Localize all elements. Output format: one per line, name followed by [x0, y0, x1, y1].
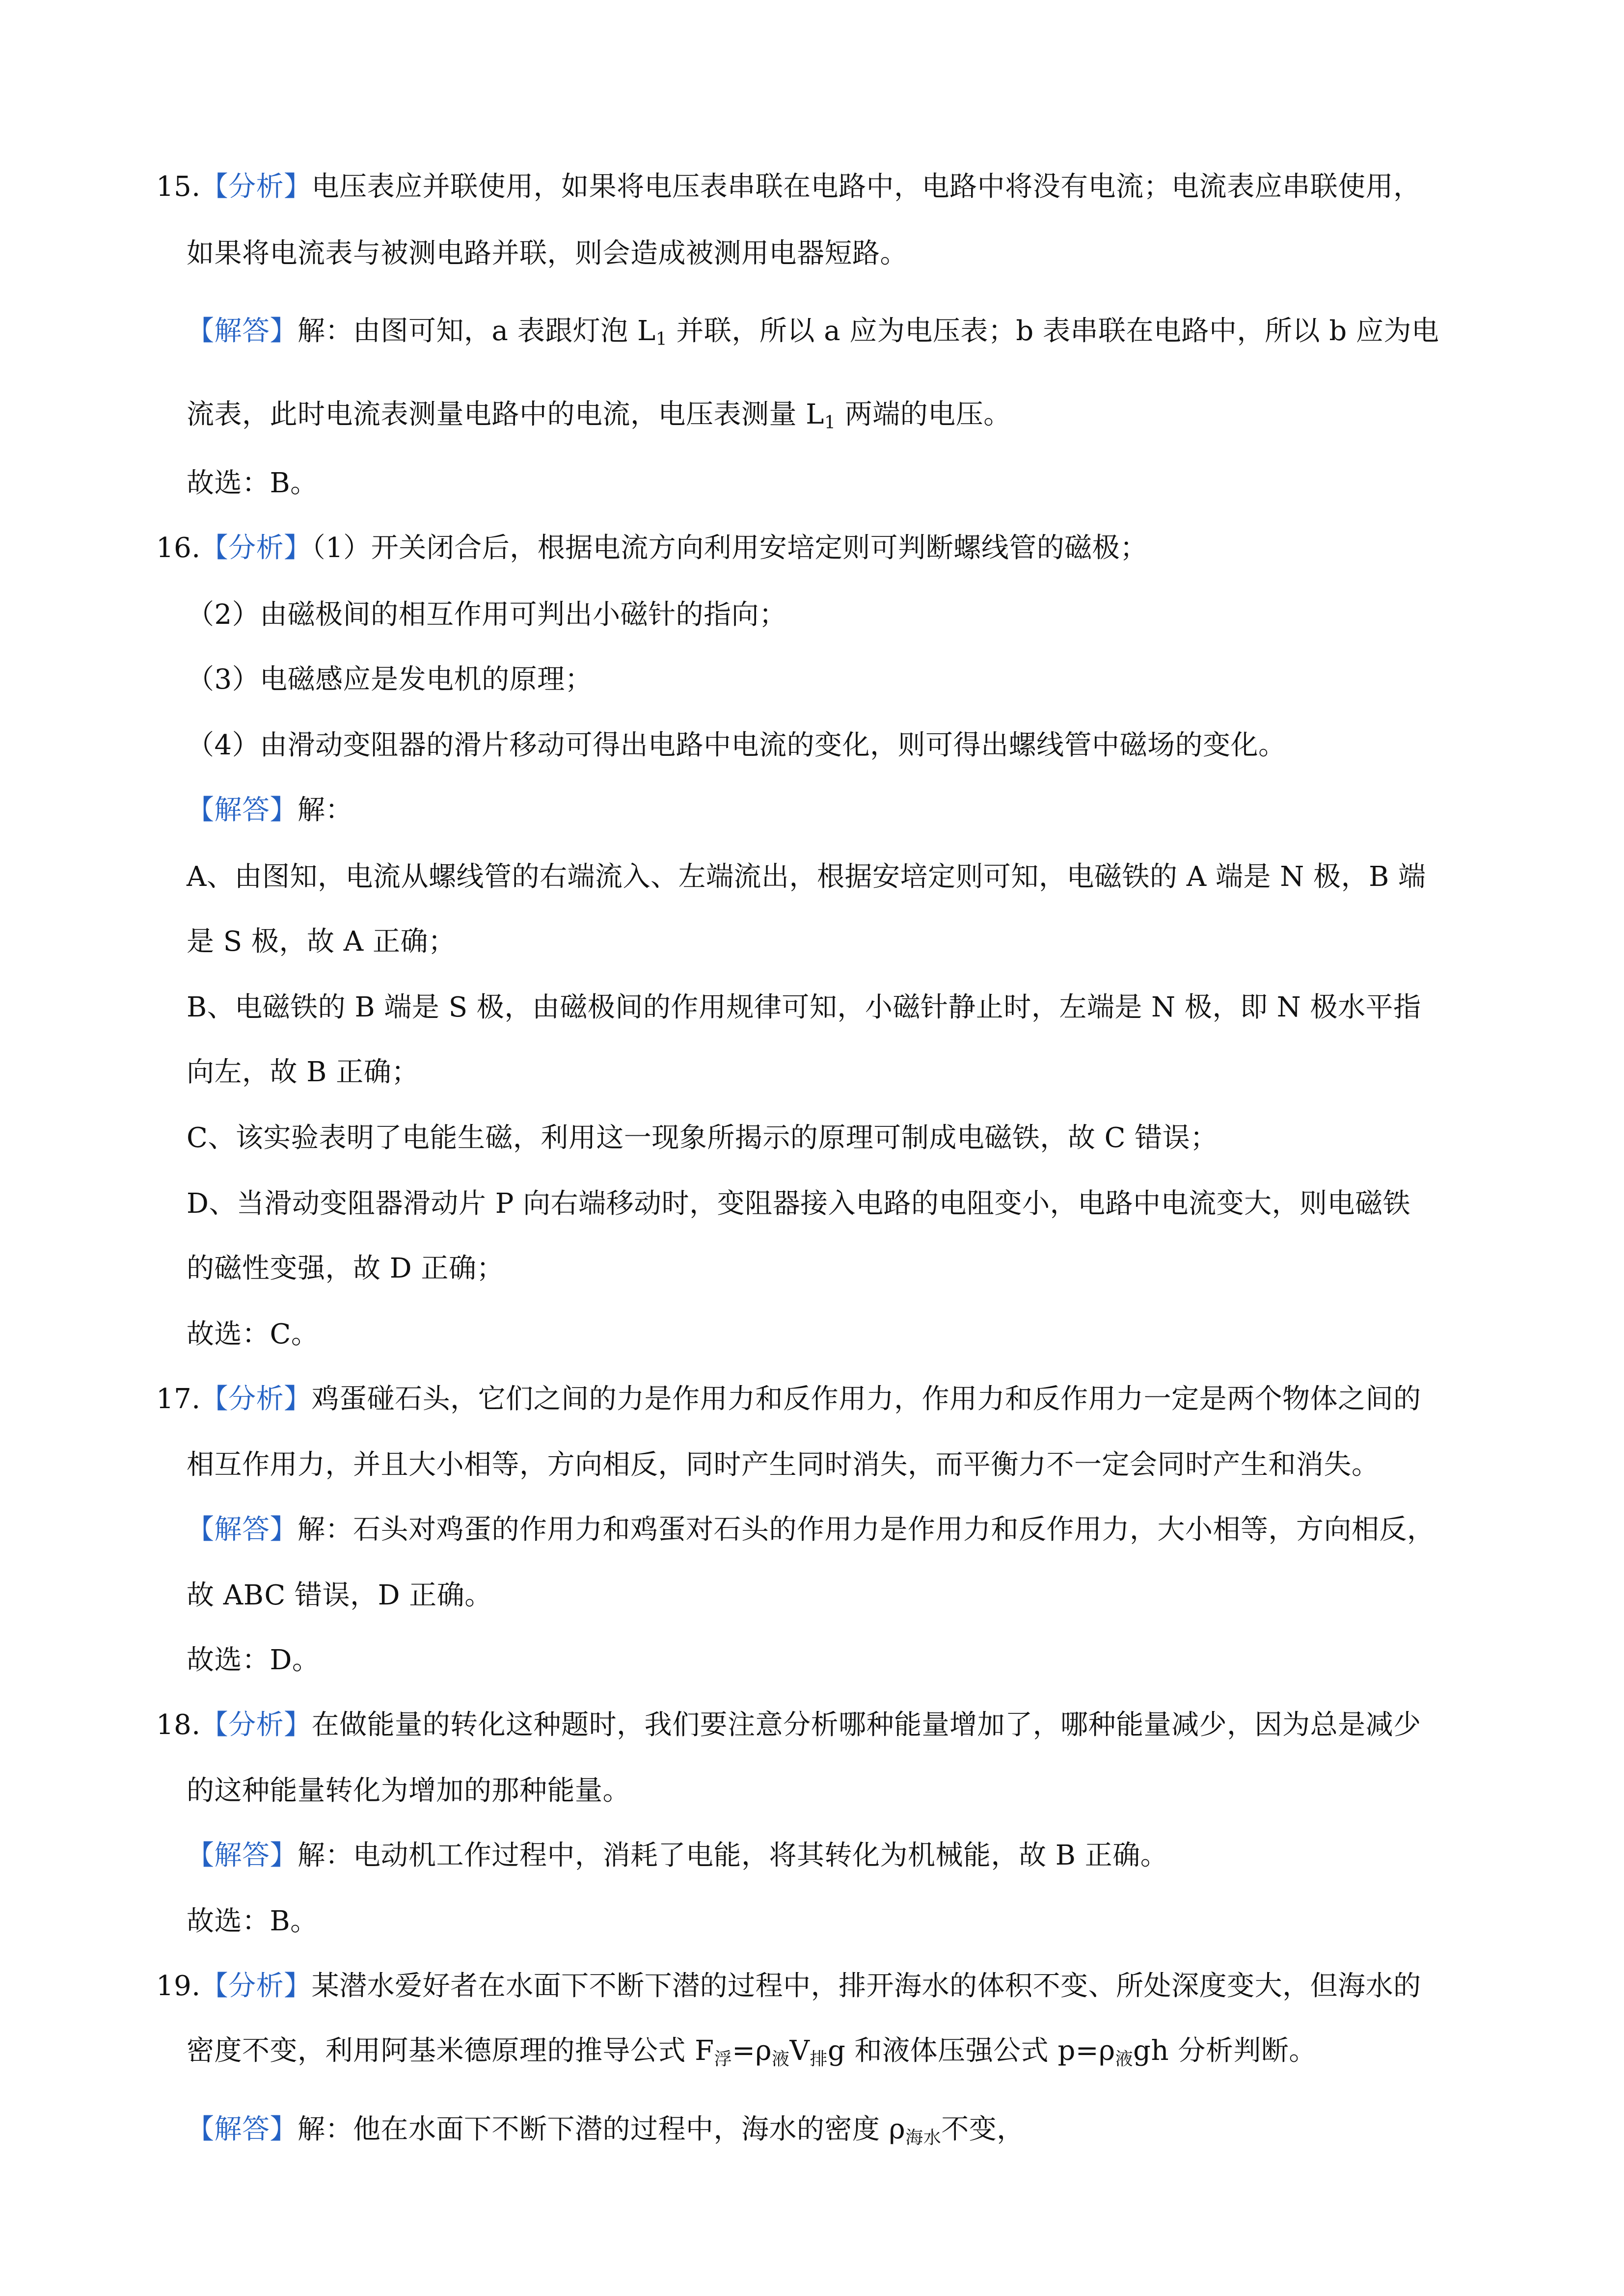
q18-analysis-line2: 的这种能量转化为增加的那种能量。: [187, 1775, 630, 1807]
question-number: 17.: [156, 1383, 201, 1415]
question-number: 19.: [156, 1970, 201, 2002]
q16-option-a-line1: A、由图知，电流从螺线管的右端流入、左端流出，根据安培定则可知，电磁铁的 A 端是 N 极，B 端: [187, 861, 1426, 893]
q16-choice: 故选：C。: [187, 1318, 319, 1350]
q16-option-d-line2: 的磁性变强，故 D 正确；: [187, 1253, 504, 1284]
q19-analysis-line1: 19.【分析】某潜水爱好者在水面下不断下潜的过程中，排开海水的体积不变、所处深度变大，但海水的: [156, 1970, 1421, 2002]
question-number: 18.: [156, 1709, 201, 1741]
q16-option-d-line1: D、当滑动变阻器滑动片 P 向右端移动时，变阻器接入电路的电阻变小，电路中电流变大，则电磁铁: [187, 1188, 1411, 1220]
q17-answer-line1: 【解答】解：石头对鸡蛋的作用力和鸡蛋对石头的作用力是作用力和反作用力，大小相等，方向相反，: [187, 1514, 1435, 1546]
analysis-tag: 【分析】: [200, 1709, 312, 1741]
q16-option-c: C、该实验表明了电能生磁，利用这一现象所揭示的原理可制成电磁铁，故 C 错误；: [187, 1122, 1218, 1154]
q17-choice: 故选：D。: [187, 1644, 320, 1676]
q16-analysis-line4: （4）由滑动变阻器的滑片移动可得出电路中电流的变化，则可得出螺线管中磁场的变化。: [187, 729, 1286, 761]
q19-answer-line1: 【解答】解：他在水面下不断下潜的过程中，海水的密度 $\rho_{海水}$不变，: [187, 2113, 1025, 2148]
answer-tag: 【解答】: [187, 2113, 298, 2145]
analysis-tag: 【分析】: [200, 532, 312, 564]
answer-tag: 【解答】: [187, 315, 298, 347]
answer-tag: 【解答】: [187, 1840, 298, 1871]
analysis-tag: 【分析】: [200, 171, 312, 203]
q15-choice: 故选：B。: [187, 467, 318, 499]
q18-choice: 故选：B。: [187, 1905, 318, 1937]
q17-analysis-line1: 17.【分析】鸡蛋碰石头，它们之间的力是作用力和反作用力，作用力和反作用力一定是两个物体之间的: [156, 1383, 1421, 1415]
q18-analysis-line1: 18.【分析】在做能量的转化这种题时，我们要注意分析哪种能量增加了，哪种能量减少，因为总是减少: [156, 1709, 1421, 1741]
q16-option-b-line1: B、电磁铁的 B 端是 S 极，由磁极间的作用规律可知，小磁针静止时，左端是 N 极，即 N 极水平指: [187, 991, 1421, 1023]
q17-answer-line2: 故 ABC 错误，D 正确。: [187, 1579, 492, 1611]
q15-answer-line2: 流表，此时电流表测量电路中的电流，电压表测量 $L_1$ 两端的电压。: [187, 399, 1011, 433]
q16-option-b-line2: 向左，故 B 正确；: [187, 1056, 419, 1088]
q16-analysis-line2: （2）由磁极间的相互作用可判出小磁针的指向；: [187, 599, 787, 631]
q15-analysis-line1: 15.【分析】电压表应并联使用，如果将电压表串联在电路中，电路中将没有电流；电流表应串联使用，: [156, 171, 1421, 203]
question-number: 15.: [156, 171, 201, 203]
answer-tag: 【解答】: [187, 794, 298, 826]
q15-analysis-line2: 如果将电流表与被测电路并联，则会造成被测用电器短路。: [187, 238, 908, 269]
q16-option-a-line2: 是 S 极，故 A 正确；: [187, 926, 456, 958]
question-number: 16.: [156, 532, 201, 564]
q17-analysis-line2: 相互作用力，并且大小相等，方向相反，同时产生同时消失，而平衡力不一定会同时产生和消失。: [187, 1449, 1380, 1481]
analysis-tag: 【分析】: [200, 1383, 312, 1415]
q16-answer-heading: 【解答】解：: [187, 794, 353, 826]
analysis-tag: 【分析】: [200, 1970, 312, 2002]
q19-analysis-line2-formula: 密度不变，利用阿基米德原理的推导公式 $F_浮=\rho_液V_排g$ 和液体压强公式 $p=\rho_液gh$ 分析判断。: [187, 2035, 1317, 2069]
q15-answer-line1: 【解答】解：由图可知，a 表跟灯泡 $L_1$ 并联，所以 a 应为电压表；b 表串联在电路中，所以 b 应为电: [187, 315, 1439, 349]
answer-tag: 【解答】: [187, 1514, 298, 1546]
q16-analysis-line3: （3）电磁感应是发电机的原理；: [187, 664, 593, 695]
q18-answer: 【解答】解：电动机工作过程中，消耗了电能，将其转化为机械能，故 B 正确。: [187, 1840, 1168, 1871]
q16-analysis-line1: 16.【分析】（1）开关闭合后，根据电流方向利用安培定则可判断螺线管的磁极；: [156, 532, 1148, 564]
